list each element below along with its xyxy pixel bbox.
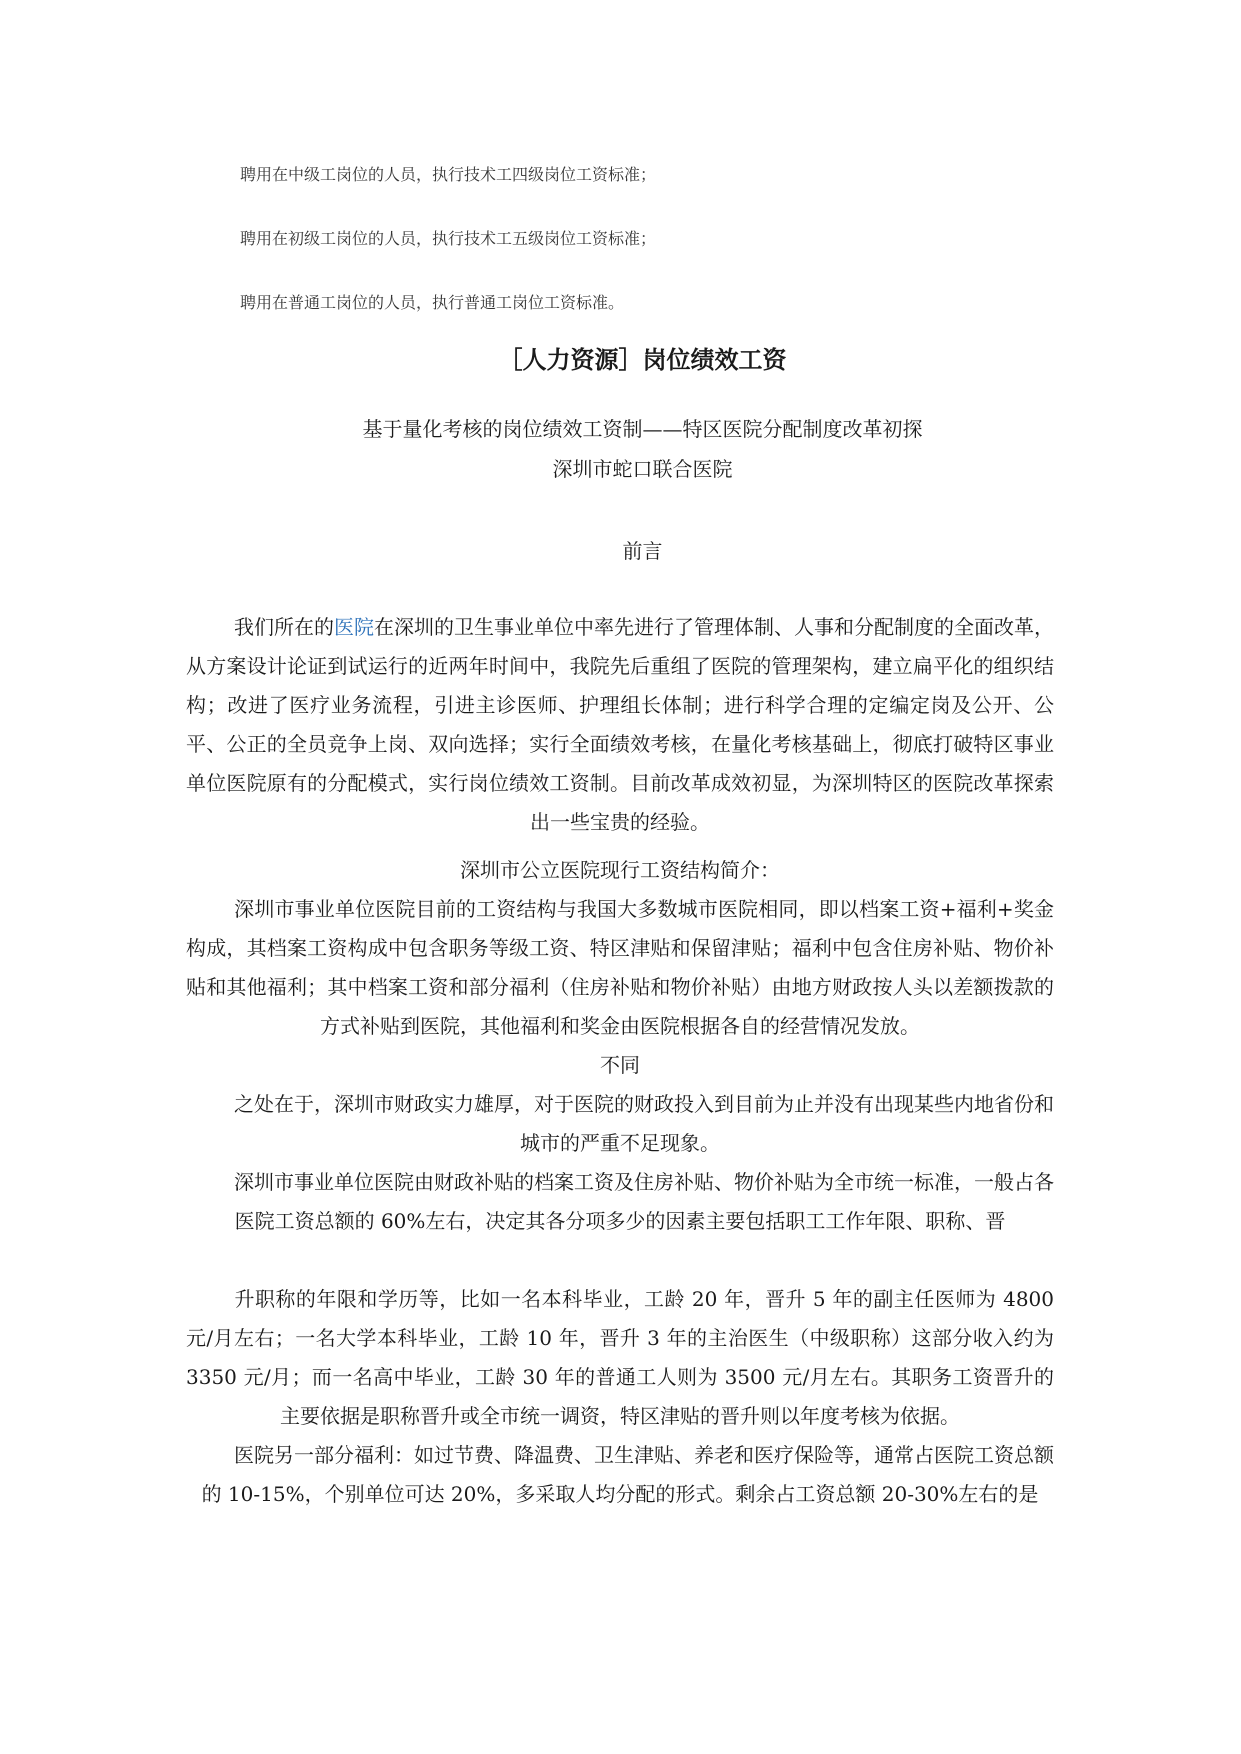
document-title: ［人力资源］岗位绩效工资: [498, 345, 787, 374]
paragraph-welfare: [186, 1436, 1054, 1514]
preface-paragraph: [186, 608, 1054, 842]
paragraph-subsidy-text: 深圳市事业单位医院由财政补贴的档案工资及住房补贴、物价补贴为全市统一标准，一般占各医院工资总额的 60%左右，决定其各分项多少的因素主要包括职工工作年限、职称、晋: [234, 1170, 1054, 1233]
paragraph-wage-structure-text: 深圳市事业单位医院目前的工资结构与我国大多数城市医院相同，即以档案工资+福利+奖金构成，其档案工资构成中包含职务等级工资、特区津贴和保留津贴；福利中包含住房补贴、物价补贴和其他福利；其中档案工资和部分福利（住房补贴和物价补贴）由地方财政按人头以差额拨款的方式补贴到医院，其他福利和奖金由医院根据各自的经营情况发放。: [186, 897, 1054, 1038]
preface-text-start: 我们所在的: [234, 615, 334, 639]
section-heading: 深圳市公立医院现行工资结构简介：: [460, 858, 780, 882]
paragraph-subsidy: [186, 1163, 1054, 1241]
intro-line-junior: 聘用在初级工岗位的人员，执行技术工五级岗位工资标准；: [240, 229, 657, 248]
hospital-link[interactable]: 医院: [334, 615, 374, 639]
paragraph-promotion: [186, 1280, 1054, 1436]
paragraph-finance: [186, 1085, 1054, 1163]
paragraph-wage-structure: [186, 890, 1054, 1046]
preface-text-rest: 在深圳的卫生事业单位中率先进行了管理体制、人事和分配制度的全面改革，从方案设计论证到试运行的近两年时间中，我院先后重组了医院的管理架构，建立扁平化的组织结构；改进了医疗业务流程，引进主诊医师、护理组长体制；进行科学合理的定编定岗及公开、公平、公正的全员竞争上岗、双向选择；实行全面绩效考核，在量化考核基础上，彻底打破特区事业单位医院原有的分配模式，实行岗位绩效工资制。目前改革成效初显，为深圳特区的医院改革探索出一些宝贵的经验。: [186, 615, 1054, 834]
document-subtitle: 基于量化考核的岗位绩效工资制——特区医院分配制度改革初探: [362, 417, 923, 441]
preface-heading: 前言: [622, 539, 663, 563]
paragraph-wage-structure-tail: 不同: [600, 1053, 640, 1077]
paragraph-finance-text: 之处在于，深圳市财政实力雄厚，对于医院的财政投入到目前为止并没有出现某些内地省份和城市的严重不足现象。: [234, 1092, 1054, 1155]
organization-name: 深圳市蛇口联合医院: [552, 457, 733, 481]
paragraph-promotion-text: 升职称的年限和学历等，比如一名本科毕业，工龄 20 年，晋升 5 年的副主任医师为 4800 元/月左右；一名大学本科毕业，工龄 10 年，晋升 3 年的主治医生（中级职称）这部分收入约为 3350 元/月；而一名高中毕业，工龄 30 年的普通工人则为 3500 元/月左右。其职务工资晋升的主要依据是职称晋升或全市统一调资，特区津贴的晋升则以年度考核为依据。: [186, 1287, 1054, 1428]
intro-line-general: 聘用在普通工岗位的人员，执行普通工岗位工资标准。: [240, 293, 625, 312]
intro-line-intermediate: 聘用在中级工岗位的人员，执行技术工四级岗位工资标准；: [240, 165, 657, 184]
paragraph-welfare-text: 医院另一部分福利：如过节费、降温费、卫生津贴、养老和医疗保险等，通常占医院工资总额的 10-15%，个别单位可达 20%，多采取人均分配的形式。剩余占工资总额 20-30%左右的是: [201, 1443, 1054, 1506]
